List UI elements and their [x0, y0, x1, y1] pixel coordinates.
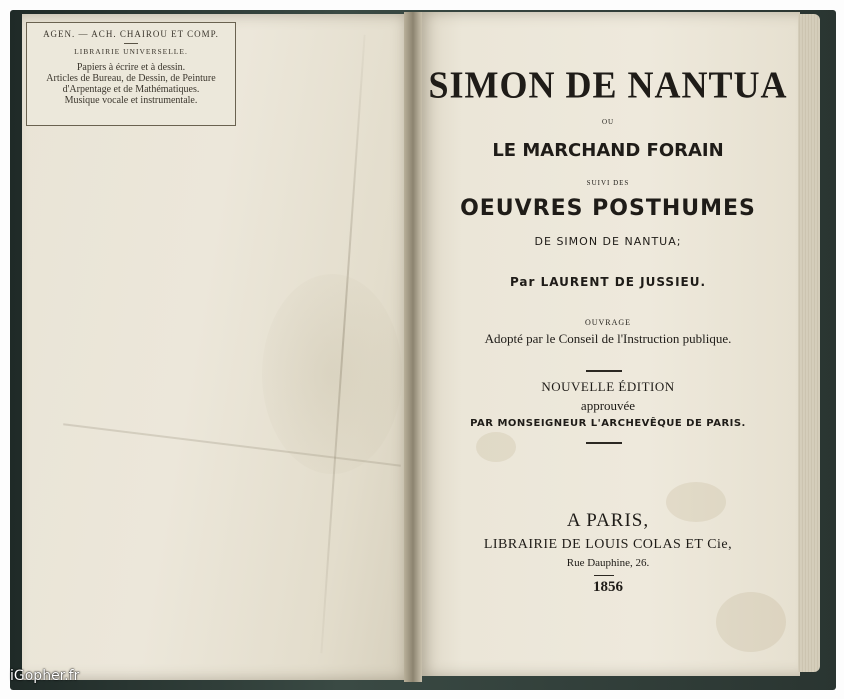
- library-name: LIBRAIRIE UNIVERSELLE.: [74, 47, 188, 56]
- label-line: Musique vocale et instrumentale.: [64, 95, 198, 106]
- foxing-spot: [716, 592, 786, 652]
- label-line: Papiers à écrire et à dessin.: [76, 62, 186, 73]
- paper-stain: [262, 274, 402, 474]
- title-rule: [594, 575, 614, 576]
- label-divider: [124, 43, 138, 44]
- bookseller-label: [26, 22, 236, 126]
- book-subtitle: LE MARCHAND FORAIN: [492, 140, 724, 161]
- book-title: SIMON DE NANTUA: [428, 64, 788, 106]
- conjunction-ou: OU: [601, 118, 615, 126]
- approver-line: PAR MONSEIGNEUR L'ARCHEVÊQUE DE PARIS.: [470, 418, 746, 429]
- adoption-line: Adopté par le Conseil de l'Instruction publique.: [484, 331, 732, 346]
- of-simon-line: DE SIMON DE NANTUA;: [534, 235, 682, 248]
- imprint-publisher: LIBRAIRIE DE LOUIS COLAS ET Cie,: [483, 537, 733, 552]
- page-block-edge: [798, 14, 820, 672]
- posthumous-works-title: OEUVRES POSTHUMES: [460, 196, 756, 221]
- imprint-year: 1856: [593, 579, 623, 595]
- ouvrage-label: OUVRAGE: [584, 318, 632, 327]
- suivi-des-label: SUIVI DES: [586, 179, 630, 187]
- imprint-city: A PARIS,: [566, 510, 650, 531]
- edition-line: NOUVELLE ÉDITION: [541, 379, 675, 394]
- label-line: Articles de Bureau, de Dessin, de Peinture: [46, 73, 216, 84]
- bookseller-name: AGEN. — ACH. CHAIROU ET COMP.: [43, 29, 219, 39]
- imprint-address: Rue Dauphine, 26.: [566, 557, 650, 569]
- foxing-spot: [476, 432, 516, 462]
- author-line: Par LAURENT DE JUSSIEU.: [509, 275, 707, 289]
- title-rule: [586, 370, 622, 372]
- title-rule: [586, 442, 622, 444]
- site-watermark: iGopher.fr: [10, 668, 80, 684]
- label-line: d'Arpentage et de Mathématiques.: [62, 84, 200, 95]
- approved-line: approuvée: [580, 398, 636, 413]
